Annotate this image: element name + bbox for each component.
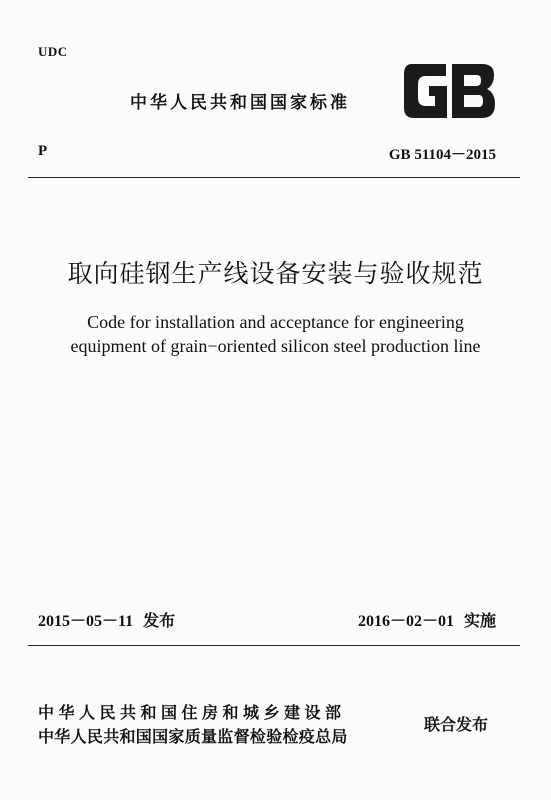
implementation-date-block [358, 608, 496, 631]
classification-code: P [38, 143, 48, 159]
issue-date-block [38, 608, 175, 631]
gb-logo [402, 62, 497, 120]
implementation-date: 2016－02－01 [357, 613, 454, 630]
udc-label: UDC [38, 44, 68, 59]
standard-number: GB 51104－2015 [388, 147, 496, 163]
standard-type-heading: 中华人民共和国国家标准 [130, 93, 350, 113]
implementation-label: 实施 [463, 611, 496, 630]
issuer-ministry-housing: 中华人民共和国住房和城乡建设部 [38, 703, 346, 722]
issue-date: 2015－05－11 [38, 613, 134, 630]
issuer-quality-supervision: 中华人民共和国国家质量监督检验检疫总局 [38, 727, 348, 746]
issue-label: 发布 [143, 611, 176, 630]
title-english [0, 310, 551, 358]
title-english-line-2: equipment of grain−oriented silicon steel production line [70, 336, 481, 356]
joint-issue-label: 联合发布 [424, 715, 489, 734]
title-english-line-1: Code for installation and acceptance for engineering [87, 312, 464, 332]
bottom-divider [28, 645, 520, 646]
top-divider [28, 177, 520, 178]
title-chinese: 取向硅钢生产线设备安装与验收规范 [67, 259, 484, 288]
